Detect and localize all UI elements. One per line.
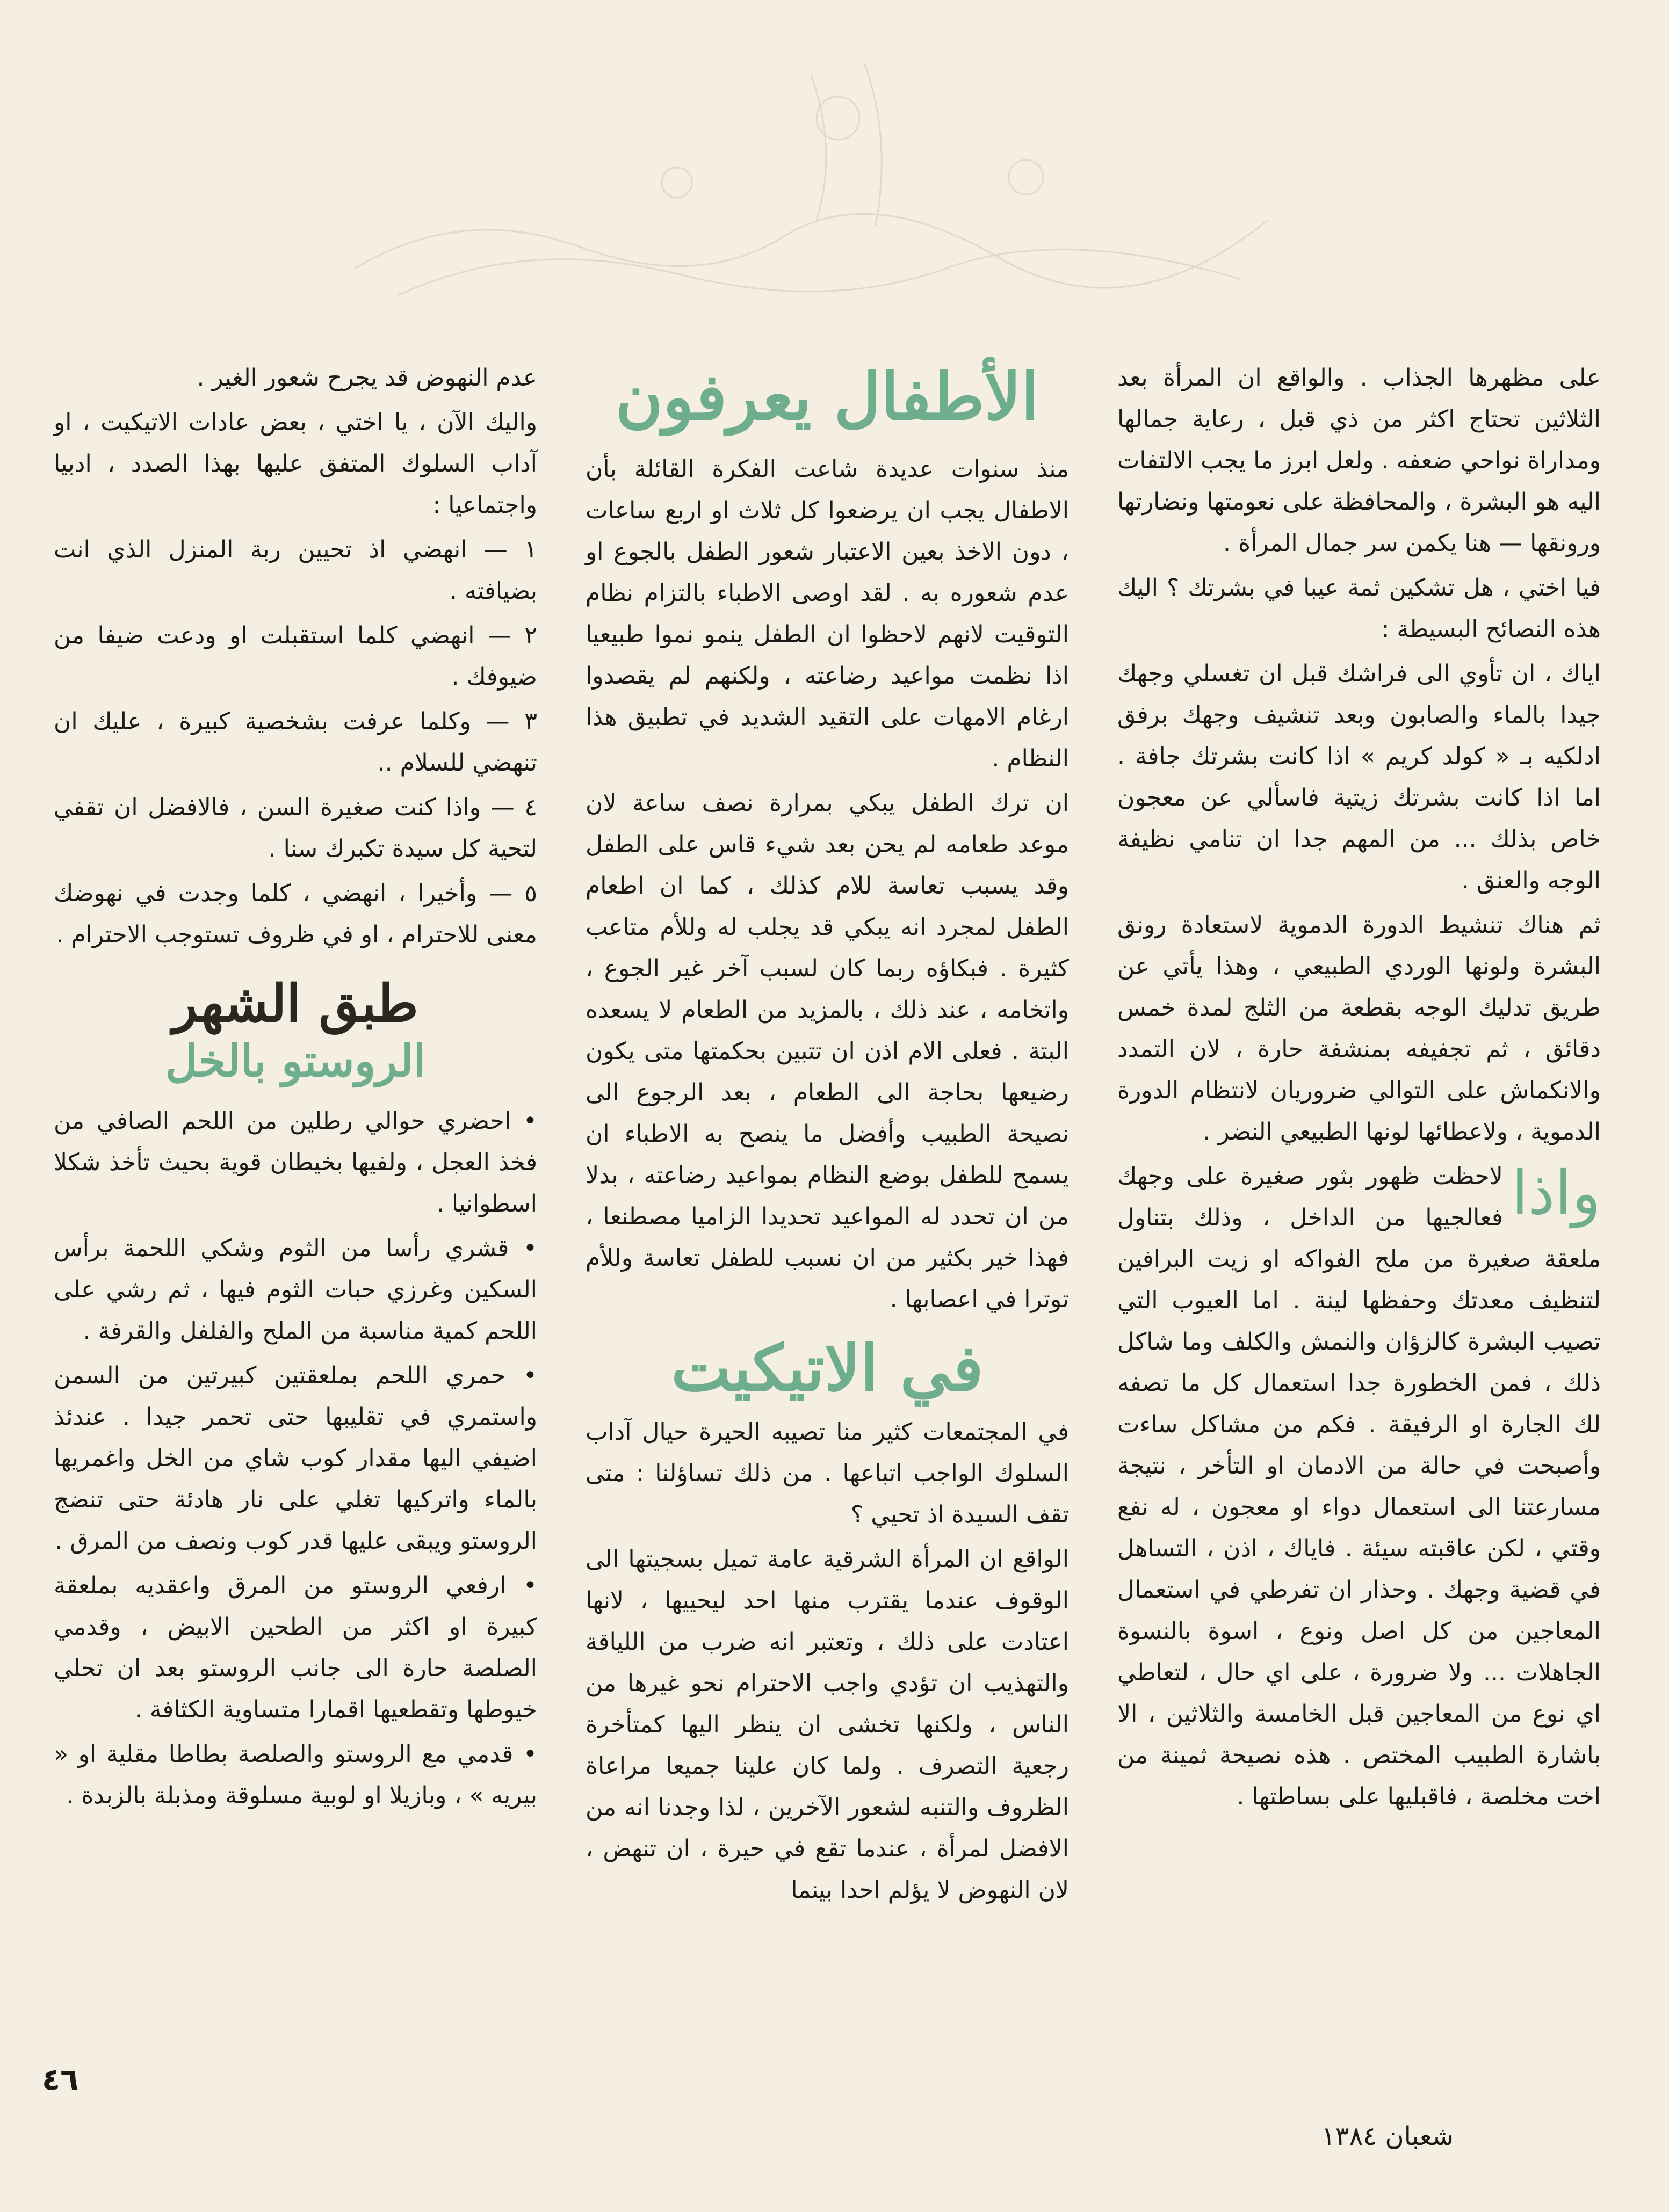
paragraph: اياك ، ان تأوي الى فراشك قبل ان تغسلي وجهك جيدا بالماء والصابون وبعد تنشيف وجهك برفق ادلكيه بـ « كولد كريم » اذا كانت بشرتك جافة . اما اذا كانت بشرتك زيتية فاسألي عن معجون خاص بذلك ... من المهم جدا ان تنامي نظيفة الوجه والعنق . <box>1117 660 1601 894</box>
paragraph: عدم النهوض قد يجرح شعور الغير . <box>197 364 537 391</box>
etiquette-rule: ٥ — وأخيرا ، انهضي ، كلما وجدت في نهوضك معنى للاحترام ، او في ظروف تستوجب الاحترام . <box>54 880 537 948</box>
heading-dish-of-month: طبق الشهر <box>172 973 418 1034</box>
heading-children: الأطفال يعرفون <box>615 359 1039 435</box>
column-right <box>1117 357 1601 2119</box>
recipe-step: • قشري رأسا من الثوم وشكي اللحمة برأس السكين وغرزي حبات الثوم فيها ، ثم رشي على اللحم كمية مناسبة من الملح والفلفل والقرفة . <box>54 1235 537 1345</box>
paragraph: ثم هناك تنشيط الدورة الدموية لاستعادة رونق البشرة ولونها الوردي الطبيعي ، وهذا يأتي عن طريق تدليك الوجه بقطعة من الثلج لمدة خمس دقائق ، ثم تجفيفه بمنشفة حارة ، لان التمدد والانكماش على التوالي ضروريان لانتظام الدورة الدموية ، ولاعطائها لونها الطبيعي النضر . <box>1117 911 1601 1145</box>
paragraph: على مظهرها الجذاب . والواقع ان المرأة بعد الثلاثين تحتاج اكثر من ذي قبل ، رعاية جمالها ومداراة نواحي ضعفه . ولعل ابرز ما يجب الالتفات اليه هو البشرة ، والمحافظة على نعومتها ونضارتها ورونقها — هنا يكمن سر جمال المرأة . <box>1117 364 1601 557</box>
etiquette-rule: ٢ — انهضي كلما استقبلت او ودعت ضيفا من ضيوفك . <box>54 622 537 691</box>
column-left <box>54 357 537 2119</box>
dropcap-paragraph <box>1117 1156 1601 1817</box>
paragraph: في المجتمعات كثير منا تصيبه الحيرة حيال آداب السلوك الواجب اتباعها . من ذلك تساؤلنا : متى تقف السيدة اذ تحيي ؟ <box>586 1418 1069 1528</box>
recipe-step: • حمري اللحم بملعقتين كبيرتين من السمن واستمري في تقليبها حتى تحمر جيدا . عندئذ اضيفي اليها مقدار كوب شاي من الخل واغمريها بالماء واتركيها تغلي على نار هادئة حتى تنضج الروستو ويبقى عليها قدر كوب ونصف من المرق . <box>54 1362 537 1555</box>
dropcap-paragraph-text: لاحظت ظهور بثور صغيرة على وجهك فعالجيها من الداخل ، وذلك بتناول ملعقة صغيرة من ملح الفواكه او زيت البرافين لتنظيف معدتك وحفظها لينة . اما العيوب التي تصيب البشرة كالزؤان والنمش والكلف وما شاكل ذلك ، فمن الخطورة جدا استعمال كل ما تصفه لك الجارة او الرفيقة . فكم من مشاكل ساءت وأصبحت في حالة من الادمان او التأخر ، نتيجة مسارعتنا الى استعمال دواء او معجون ، له نفع وقتي ، لكن عاقبته سيئة . فاياك ، اذن ، التساهل في قضية وجهك . وحذار ان تفرطي في استعمال المعاجين من كل اصل ونوع ، اسوة بالنسوة الجاهلات ... ولا ضرورة ، على اي حال ، لتعاطي اي نوع من المعاجين قبل الخامسة والثلاثين ، الا باشارة الطبيب المختص . هذه نصيحة ثمينة من اخت مخلصة ، فاقبليها على بساطتها . <box>1117 1163 1601 1810</box>
paragraph: فيا اختي ، هل تشكين ثمة عيبا في بشرتك ؟ اليك هذه النصائح البسيطة : <box>1117 574 1601 643</box>
etiquette-rule: ١ — انهضي اذ تحيين ربة المنزل الذي انت بضيافته . <box>54 536 537 605</box>
paragraph: منذ سنوات عديدة شاعت الفكرة القائلة بأن الاطفال يجب ان يرضعوا كل ثلاث او اربع ساعات ، دون الاخذ بعين الاعتبار شعور الطفل بالجوع او عدم شعوره به . لقد اوصى الاطباء بالتزام نظام التوقيت لانهم لاحظوا ان الطفل ينمو نموا طبيعيا اذا نظمت مواعيد رضاعته ، ولكنهم لم يقصدوا ارغام الامهات على التقيد الشديد في تطبيق هذا النظام . <box>586 455 1069 772</box>
etiquette-rule: ٣ — وكلما عرفت بشخصية كبيرة ، عليك ان تنهضي للسلام .. <box>54 708 537 777</box>
paragraph: ان ترك الطفل يبكي بمرارة نصف ساعة لان موعد طعامه لم يحن بعد شيء قاس على الطفل وقد يسبب تعاسة للام كذلك ، كما ان اطعام الطفل لمجرد انه يبكي قد يجلب له وللأم متاعب كثيرة . فبكاؤه ربما كان لسبب آخر غير الجوع ، واتخامه ، عند ذلك ، بالمزيد من الطعام لا يسعده البتة . فعلى الام اذن ان تتبين بحكمتها متى يكون رضيعها بحاجة الى الطعام ، بعد الرجوع الى نصيحة الطبيب وأفضل ما ينصح به الاطباء ان يسمح للطفل بوضع النظام بمواعيد رضاعته ، بدلا من ان تحدد له المواعيد تحديدا الزاميا مصطنعا ، فهذا خير بكثير من ان نسبب للطفل تعاسة وللأم توترا في اعصابها . <box>586 789 1069 1313</box>
heading-etiquette: في الاتيكيت <box>671 1331 984 1405</box>
column-middle <box>586 357 1069 2119</box>
dropcap-word: واذا <box>1511 1158 1601 1228</box>
faded-header-illustration <box>301 43 1321 322</box>
recipe-step: • قدمي مع الروستو والصلصة بطاطا مقلية او « بيريه » ، وبازيلا او لوبية مسلوقة ومذبلة بالزبدة . <box>54 1740 537 1809</box>
heading-dish-name: الروستو بالخل <box>165 1035 426 1087</box>
etiquette-rule: ٤ — واذا كنت صغيرة السن ، فالافضل ان تقفي لتحية كل سيدة تكبرك سنا . <box>54 794 537 862</box>
paragraph: واليك الآن ، يا اختي ، بعض عادات الاتيكيت ، او آداب السلوك المتفق عليها بهذا الصدد ، ادبيا واجتماعيا : <box>54 409 537 519</box>
page-number: ٤٦ <box>42 2062 79 2097</box>
paragraph: الواقع ان المرأة الشرقية عامة تميل بسجيتها الى الوقوف عندما يقترب منها احد ليحييها ، لانها اعتادت على ذلك ، وتعتبر انه ضرب من اللياقة والتهذيب ان تؤدي واجب الاحترام نحو غيرها من الناس ، ولكنها تخشى ان ينظر اليها كمتأخرة رجعية التصرف . ولما كان علينا جميعا مراعاة الظروف والتنبه لشعور الآخرين ، لذا وجدنا انه من الافضل لمرأة ، عندما تقع في حيرة ، ان تنهض ، لان النهوض لا يؤلم احدا بينما <box>586 1546 1069 1904</box>
recipe-step: • ارفعي الروستو من المرق واعقديه بملعقة كبيرة او اكثر من الطحين الابيض ، وقدمي الصلصة حارة الى جانب الروستو بعد ان تحلي خيوطها وتقطعيها اقمارا متساوية الكثافة . <box>54 1572 537 1723</box>
issue-date: شعبان ١٣٨٤ <box>1321 2121 1454 2151</box>
recipe-step: • احضري حوالي رطلين من اللحم الصافي من فخذ العجل ، ولفيها بخيطان قوية بحيث تأخذ شكلا اسطوانيا . <box>54 1107 537 1217</box>
